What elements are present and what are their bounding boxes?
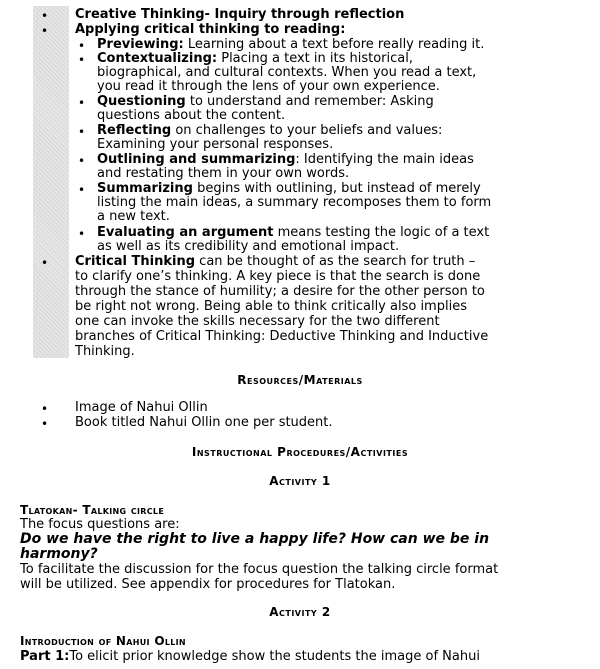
bullet-icon: • [41, 402, 49, 416]
bullet-applying-critical: Applying critical thinking to reading: [75, 22, 346, 37]
paragraph-line: branches of Critical Thinking: Deductive Thinking and Inductive [75, 329, 489, 344]
sub-item-line: biographical, and cultural contexts. When you read a text, [97, 65, 477, 80]
sub-item-line: as well as its credibility and emotional impact. [97, 239, 400, 254]
paragraph-line: to clarify one’s thinking. A key piece is that the search is done [75, 269, 481, 284]
sub-item-line: a new text. [97, 209, 170, 224]
sub-item-summarizing: Summarizing begins with outlining, but instead of merely [97, 181, 481, 196]
shaded-bullet-column [33, 6, 69, 358]
intro-nahui-ollin-heading: Introduction of Nahui Ollin [20, 634, 186, 648]
facilitate-text: To facilitate the discussion for the focus question the talking circle format [20, 562, 499, 577]
paragraph-line: through the stance of humility; a desire for the other person to [75, 284, 485, 299]
focus-intro: The focus questions are: [20, 517, 180, 532]
bullet-icon: • [78, 53, 86, 67]
procedures-heading: Instructional Procedures/Activities [191, 445, 409, 459]
sub-item-evaluating: Evaluating an argument means testing the logic of a text [97, 225, 490, 240]
sub-item-line: questions about the content. [97, 108, 286, 123]
bullet-icon: • [41, 24, 49, 38]
facilitate-text: will be utilized. See appendix for procedures for Tlatokan. [20, 577, 396, 592]
sub-item-line: you read it through the lens of your own experience. [97, 79, 440, 94]
resource-item: Image of Nahui Ollin [75, 400, 208, 415]
bullet-icon: • [78, 154, 86, 168]
paragraph-line: one can invoke the skills necessary for the two different [75, 314, 440, 329]
bullet-icon: • [78, 125, 86, 139]
paragraph-line: Thinking. [75, 344, 135, 359]
bullet-icon: • [78, 183, 86, 197]
bullet-icon: • [78, 227, 86, 241]
sub-item-outlining: Outlining and summarizing: Identifying the main ideas [97, 152, 474, 167]
focus-question-line: harmony? [20, 546, 98, 562]
bullet-icon: • [78, 39, 86, 53]
sub-item-line: Examining your personal responses. [97, 137, 334, 152]
part-1-text: Part 1:To elicit prior knowledge show the students the image of Nahui [20, 649, 480, 664]
tlatokan-heading: Tlatokan- Talking circle [20, 503, 165, 517]
paragraph-line: be right not wrong. Being able to think critically also implies [75, 299, 467, 314]
sub-item-line: and restating them in your own words. [97, 166, 350, 181]
sub-item-previewing: Previewing: Learning about a text before really reading it. [97, 37, 485, 52]
sub-item-reflecting: Reflecting on challenges to your beliefs and values: [97, 123, 443, 138]
sub-item-line: listing the main ideas, a summary recomposes them to form [97, 195, 492, 210]
activity-2-heading: Activity 2 [269, 605, 331, 619]
focus-question-line: Do we have the right to live a happy life? How can we be in [20, 531, 490, 547]
bullet-icon: • [41, 417, 49, 431]
bullet-icon: • [41, 256, 49, 270]
bullet-icon: • [78, 96, 86, 110]
bullet-creative-thinking: Creative Thinking- Inquiry through reflection [75, 7, 405, 22]
sub-item-contextualizing: Contextualizing: Placing a text in its historical, [97, 51, 414, 66]
bullet-icon: • [41, 9, 49, 23]
resource-item: Book titled Nahui Ollin one per student. [75, 415, 333, 430]
sub-item-questioning: Questioning to understand and remember: Asking [97, 94, 434, 109]
activity-1-heading: Activity 1 [269, 474, 331, 488]
critical-thinking-paragraph: Critical Thinking can be thought of as the search for truth – [75, 254, 476, 269]
resources-heading: Resources/Materials [237, 373, 363, 387]
